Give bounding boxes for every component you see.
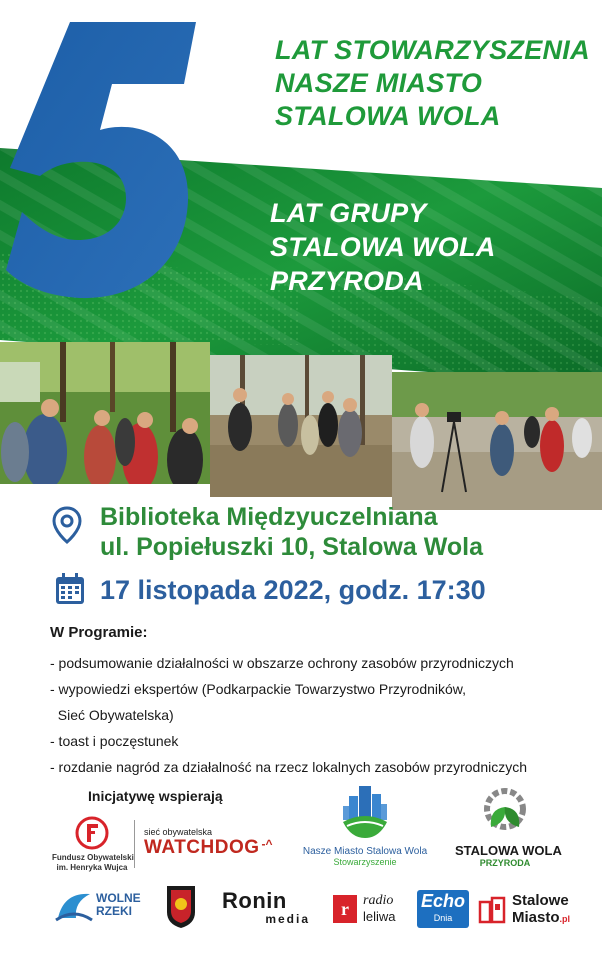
fundusz-name: Fundusz Obywatelski [52,853,134,862]
radio-leliwa-line1: radio [363,893,394,908]
radio-leliwa-logo [333,893,413,927]
group-title-line: STALOWA WOLA [270,232,496,262]
echo-name: Echo [420,891,465,911]
program-item: - podsumowanie działalności w obszarze ochrony zasobów przyrodniczych [50,655,514,671]
association-title-line: STALOWA WOLA [275,101,501,131]
photo-group-park [210,355,392,497]
stalowa-wola-przyroda-name: STALOWA WOLA [455,843,562,858]
ronin-sub: media [265,912,310,926]
location-address: ul. Popiełuszki 10, Stalowa Wola [100,533,483,561]
echo-sub: Dnia [433,913,453,923]
association-title-line: NASZE MIASTO [275,68,483,98]
watchdog-name: WATCHDOG [144,837,260,858]
group-title-line: LAT GRUPY [270,198,427,228]
city-crest-icon [165,884,197,930]
fundusz-f-icon [74,815,110,851]
watchdog-top-text: sieć obywatelska [144,827,213,837]
calendar-icon [54,572,86,606]
logo-divider [134,820,135,868]
echo-dnia-logo [417,890,469,928]
program-item: - wypowiedzi ekspertów (Podkarpackie Towarzystwo Przyrodników, [50,681,467,697]
group-title-line: PRZYRODA [270,266,424,296]
wolne-rzeki-logo [54,888,154,928]
wave-icon [54,888,94,924]
stalowe-miasto-line1: Stalowe [512,892,569,909]
photo-group-forest [0,342,210,484]
gear-leaves-icon [477,783,533,839]
ronin-name: Ronin [222,888,287,913]
stalowe-miasto-mark-icon [478,894,508,924]
nasze-miasto-logo [290,782,440,867]
fundusz-obywatelski-logo [52,815,132,875]
nasze-miasto-subtitle: Stowarzyszenie [333,857,397,867]
association-title-line: LAT STOWARZYSZENIA [275,35,590,65]
big-five-number [0,0,200,310]
watchdog-logo [144,827,274,859]
wolne-rzeki-line2: RZEKI [96,904,132,918]
nasze-miasto-name: Nasze Miasto Stalowa Wola [302,846,428,857]
radio-leliwa-mark-icon: r [333,895,357,923]
program-item: - toast i poczęstunek [50,733,179,749]
association-title [275,34,595,133]
supporters-title: Inicjatywę wspierają [88,788,223,804]
photo-group-media [392,372,602,510]
location-name: Biblioteka Międzyuczelniana [100,503,438,531]
program-title: W Programie: [50,624,148,641]
watchdog-mark-icon: -^ [261,837,273,851]
city-buildings-icon [337,782,393,842]
ronin-media-logo [222,890,322,926]
crest-logo [165,884,197,930]
radio-leliwa-line2: leliwa [363,909,396,924]
program-section [50,624,595,780]
stalowe-miasto-domain: .pl [559,914,571,924]
program-item: - rozdanie nagród za działalność na rzecz lokalnych zasobów przyrodniczych [50,759,528,775]
map-pin-icon [52,506,82,544]
stalowa-wola-przyroda-subtitle: PRZYRODA [479,858,531,868]
fundusz-subname: im. Henryka Wujca [56,863,128,872]
stalowe-miasto-logo [478,890,578,928]
group-title [270,196,590,298]
program-item: Sieć Obywatelska) [50,707,174,723]
stalowe-miasto-line2: Miasto [512,909,560,926]
stalowa-wola-przyroda-logo [455,783,562,868]
event-date-text: 17 listopada 2022, godz. 17:30 [100,575,486,605]
wolne-rzeki-line1: WOLNE [96,891,141,905]
